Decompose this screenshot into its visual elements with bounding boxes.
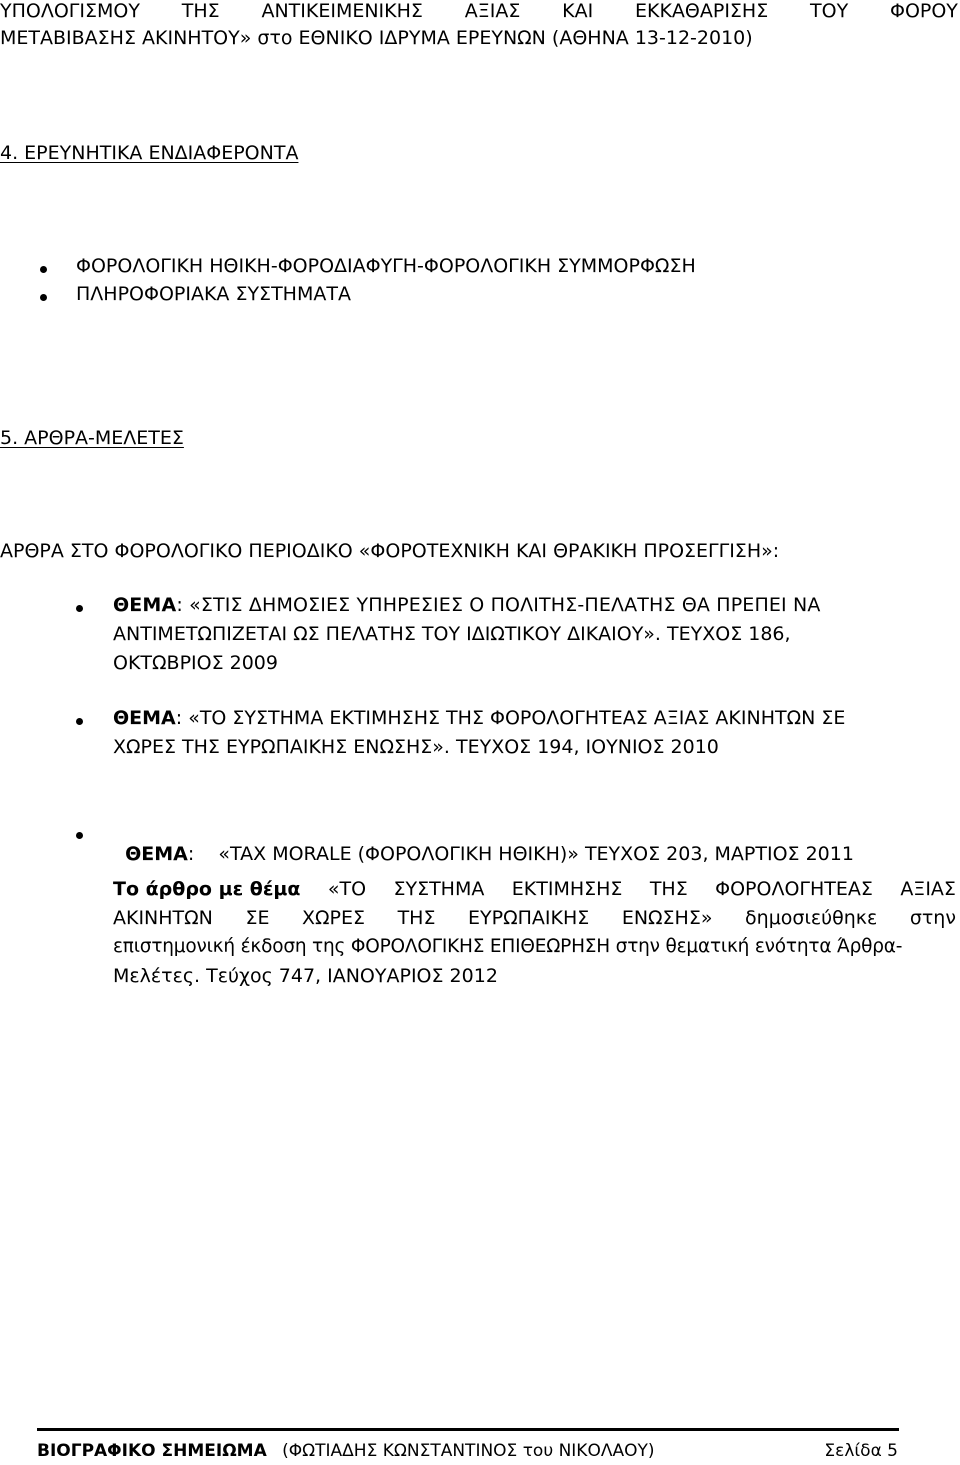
- note-word: δημοσιεύθηκε: [745, 907, 878, 929]
- footer-left: [37, 1441, 655, 1461]
- article-label: ΘΕΜΑ: [113, 707, 176, 729]
- note-word: ΑΞΙΑΣ: [900, 878, 956, 900]
- header-line-1: [0, 0, 958, 22]
- note-word: ΣΕ: [245, 907, 270, 929]
- article-1-line-3: ΟΚΤΩΒΡΙΟΣ 2009: [113, 652, 278, 674]
- header-word: ΤΟΥ: [810, 0, 849, 22]
- note-word: ΤΗΣ: [397, 907, 436, 929]
- note-word: ΦΟΡΟΛΟΓΗΤΕΑΣ: [715, 878, 873, 900]
- article-title: : «ΣΤΙΣ ΔΗΜΟΣΙΕΣ ΥΠΗΡΕΣΙΕΣ Ο ΠΟΛΙΤΗΣ-ΠΕΛΑΤΗΣ ΘΑ ΠΡΕΠΕΙ ΝΑ: [176, 594, 821, 616]
- section-5-intro: ΑΡΘΡΑ ΣΤΟ ΦΟΡΟΛΟΓΙΚΟ ΠΕΡΙΟΔΙΚΟ «ΦΟΡΟΤΕΧΝΙΚΗ ΚΑΙ ΘΡΑΚΙΚΗ ΠΡΟΣΕΓΓΙΣΗ»:: [0, 540, 780, 562]
- note-line-3: επιστημονική έκδοση της ΦΟΡΟΛΟΓΙΚΗΣ ΕΠΙΘΕΩΡΗΣΗ στην θεματική ενότητα Άρθρα-: [113, 936, 903, 957]
- research-interest-item: ΦΟΡΟΛΟΓΙΚΗ ΗΘΙΚΗ-ΦΟΡΟΔΙΑΦΥΓΗ-ΦΟΡΟΛΟΓΙΚΗ ΣΥΜΜΟΡΦΩΣΗ: [76, 255, 696, 277]
- section-4-heading: 4. ΕΡΕΥΝΗΤΙΚΑ ΕΝΔΙΑΦΕΡΟΝΤΑ: [0, 142, 299, 164]
- note-word: «ΤΟ: [327, 878, 367, 900]
- bullet-icon: [76, 605, 83, 612]
- header-line-2: ΜΕΤΑΒΙΒΑΣΗΣ ΑΚΙΝΗΤΟΥ» στο ΕΘΝΙΚΟ ΙΔΡΥΜΑ ΕΡΕΥΝΩΝ (ΑΘΗΝΑ 13-12-2010): [0, 27, 753, 49]
- header-word: ΦΟΡΟΥ: [889, 0, 958, 22]
- note-bold-start: Το άρθρο με θέμα: [113, 878, 301, 900]
- footer-author: (ΦΩΤΙΑΔΗΣ ΚΩΝΣΤΑΝΤΙΝΟΣ του ΝΙΚΟΛΑΟΥ): [282, 1441, 655, 1461]
- article-label: ΘΕΜΑ: [125, 843, 188, 865]
- article-2-line-1: [113, 707, 845, 729]
- section-5-heading: 5. ΑΡΘΡΑ-ΜΕΛΕΤΕΣ: [0, 427, 184, 449]
- note-word: ΕΝΩΣΗΣ»: [621, 907, 713, 929]
- bullet-icon: [76, 718, 83, 725]
- note-word: ΕΥΡΩΠΑΙΚΗΣ: [468, 907, 590, 929]
- note-word: ΧΩΡΕΣ: [302, 907, 366, 929]
- article-title: : «TAX MORALE (ΦΟΡΟΛΟΓΙΚΗ ΗΘΙΚΗ)» ΤΕΥΧΟΣ 203, ΜΑΡΤΙΟΣ 2011: [187, 843, 854, 865]
- footer-rule: [37, 1428, 899, 1431]
- note-line-2: [113, 907, 956, 929]
- note-word: ΑΚΙΝΗΤΩΝ: [113, 907, 213, 929]
- article-2-line-2: ΧΩΡΕΣ ΤΗΣ ΕΥΡΩΠΑΙΚΗΣ ΕΝΩΣΗΣ». ΤΕΥΧΟΣ 194, ΙΟΥΝΙΟΣ 2010: [113, 736, 719, 758]
- header-word: ΥΠΟΛΟΓΙΣΜΟΥ: [0, 0, 140, 22]
- bullet-icon: [40, 294, 47, 301]
- note-word: ΕΚΤΙΜΗΣΗΣ: [511, 878, 623, 900]
- research-interest-item: ΠΛΗΡΟΦΟΡΙΑΚΑ ΣΥΣΤΗΜΑΤΑ: [76, 283, 351, 305]
- bullet-icon: [76, 832, 83, 839]
- header-word: ΕΚΚΑΘΑΡΙΣΗΣ: [634, 0, 769, 22]
- header-word: ΚΑΙ: [562, 0, 594, 22]
- note-word: ΤΗΣ: [649, 878, 688, 900]
- header-word: ΤΗΣ: [181, 0, 220, 22]
- footer-title: ΒΙΟΓΡΑΦΙΚΟ ΣΗΜΕΙΩΜΑ: [37, 1441, 267, 1461]
- note-word: ΣΥΣΤΗΜΑ: [393, 878, 485, 900]
- article-title: : «ΤΟ ΣΥΣΤΗΜΑ ΕΚΤΙΜΗΣΗΣ ΤΗΣ ΦΟΡΟΛΟΓΗΤΕΑΣ ΑΞΙΑΣ ΑΚΙΝΗΤΩΝ ΣΕ: [175, 707, 846, 729]
- article-1-line-1: [113, 594, 956, 616]
- article-label: ΘΕΜΑ: [113, 594, 177, 616]
- article-3-line-1: [113, 821, 854, 865]
- note-word: στην: [909, 907, 956, 929]
- footer-page-number: Σελίδα 5: [824, 1441, 898, 1461]
- article-1-line-2: ΑΝΤΙΜΕΤΩΠΙΖΕΤΑΙ ΩΣ ΠΕΛΑΤΗΣ ΤΟΥ ΙΔΙΩΤΙΚΟΥ ΔΙΚΑΙΟΥ». ΤΕΥΧΟΣ 186,: [113, 623, 791, 645]
- bullet-icon: [40, 266, 47, 273]
- note-line-4: Μελέτες. Τεύχος 747, ΙΑΝΟΥΑΡΙΟΣ 2012: [113, 965, 498, 987]
- header-word: ΑΞΙΑΣ: [464, 0, 521, 22]
- note-line-1: [113, 878, 956, 900]
- header-word: ΑΝΤΙΚΕΙΜΕΝΙΚΗΣ: [261, 0, 423, 22]
